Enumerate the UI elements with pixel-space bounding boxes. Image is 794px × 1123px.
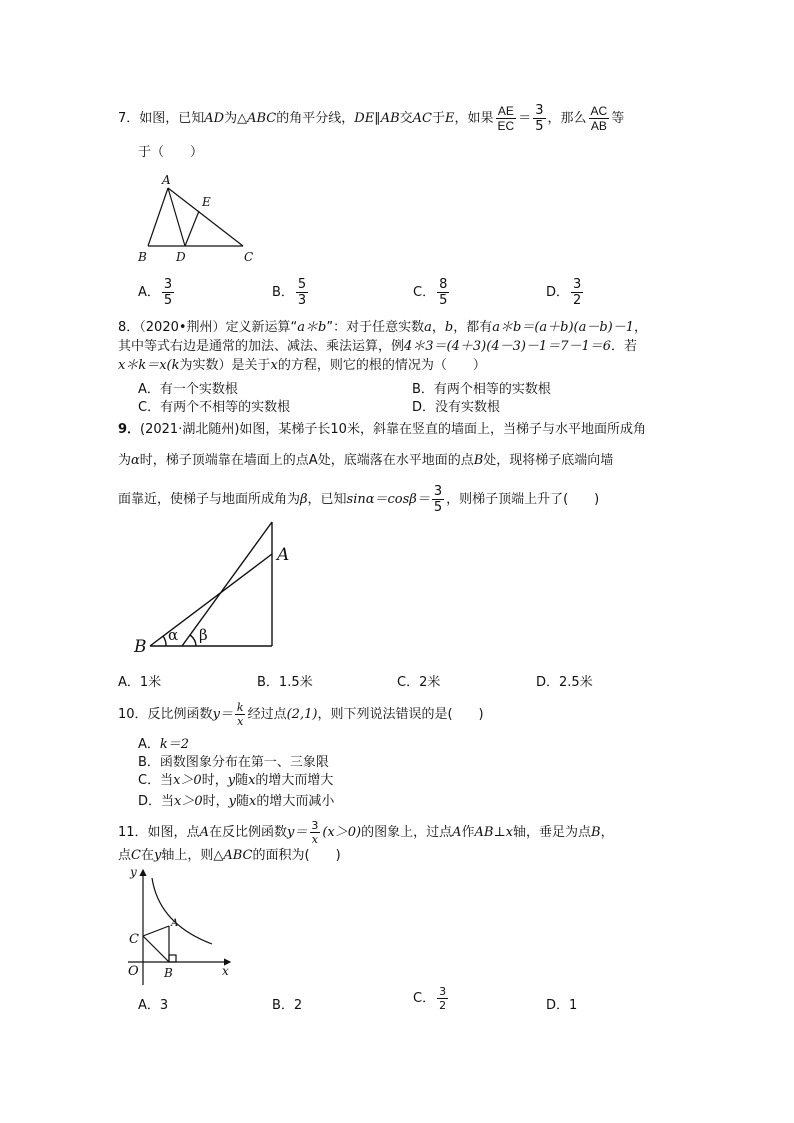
- q9-label-beta: β: [199, 626, 208, 644]
- q9-stem-line1: 9．(2021·湖北随州)如图，某梯子长10米，斜靠在竖直的墙面上，当梯子与水平地面所成角: [118, 422, 646, 437]
- q7-label-a: A: [162, 173, 171, 187]
- q9-angle-arc-alpha: [163, 636, 166, 646]
- q11-label-x: x: [222, 964, 229, 978]
- q10-option-c[interactable]: C．当x＞0时，y随x的增大而增大: [138, 773, 334, 788]
- fraction-3-x: $\frac{3}{x}$: [311, 819, 319, 846]
- q8-stem-line1: 8．（2020•荆州）定义新运算“a＊b”：对于任意实数a，b，都有a＊b＝(a＋b)(a－b)－1，: [118, 320, 648, 335]
- q10-option-d[interactable]: D．当x＞0时，y随x的增大而减小: [138, 794, 335, 809]
- fraction-k-x: $\frac{k}{x}$: [236, 701, 244, 728]
- q11-option-d[interactable]: D．1: [546, 998, 578, 1013]
- q8-option-b[interactable]: B．有两个相等的实数根: [412, 382, 551, 397]
- fraction-3-5: $\frac{3}{5}$: [535, 103, 544, 134]
- q7-option-c[interactable]: C． $\frac{8}{5}$: [413, 277, 448, 308]
- q11-label-y: y: [130, 865, 137, 879]
- q9-label-b: B: [134, 637, 147, 657]
- q11-label-b: B: [164, 966, 173, 980]
- q7-line-ac: [168, 188, 243, 246]
- q8-stem-line2: 其中等式右边是通常的加法、减法、乘法运算，例4＊3＝(4＋3)(4－3)－1＝7－1＝6．若: [118, 339, 638, 354]
- q8-option-d[interactable]: D．没有实数根: [412, 400, 501, 415]
- q7-label-b: B: [138, 250, 147, 264]
- fraction-ac-ab: $\frac{AC}{AB}$: [590, 104, 608, 133]
- q9-angle-arc-beta: [190, 635, 196, 646]
- q8-stem-line3: x＊k＝x(k为实数）是关于x的方程，则它的根的情况为（ ）: [118, 358, 486, 373]
- q9-label-a: A: [277, 545, 290, 565]
- q7-line-ab: [148, 188, 168, 246]
- q9-option-c[interactable]: C．2米: [397, 675, 441, 690]
- q7-option-b[interactable]: B． $\frac{5}{3}$: [272, 277, 307, 308]
- q11-option-a[interactable]: A．3: [138, 998, 169, 1013]
- q7-label-d: D: [176, 250, 186, 264]
- q10-option-b[interactable]: B．函数图象分布在第一、三象限: [138, 755, 329, 770]
- q11-stem-line2: 点C在y轴上，则△ABC的面积为( ): [118, 848, 341, 863]
- q11-stem-line1: 11．如图，点A在反比例函数y＝ $\frac{3}{x}$ (x＞0)的图象上，过点A作AB⊥x轴，垂足为点B，: [118, 819, 614, 846]
- q11-label-a: A: [171, 918, 179, 929]
- q11-segment-cb: [143, 936, 169, 962]
- q11-right-angle-mark: [169, 955, 176, 962]
- q9-stem-line2: 为α时，梯子顶端靠在墙面上的点A处，底端落在水平地面的点B处，现将梯子底端向墙: [118, 453, 614, 468]
- q7-line-ad: [168, 188, 185, 246]
- q9-option-b[interactable]: B．1.5米: [257, 675, 313, 690]
- q7-stem-line2: 于（ ）: [138, 145, 204, 160]
- q11-option-b[interactable]: B．2: [272, 998, 303, 1013]
- q9-label-alpha: α: [168, 626, 179, 644]
- q9-option-a[interactable]: A．1米: [118, 675, 162, 690]
- q11-label-c: C: [129, 932, 139, 947]
- q9-stem-line3: 面靠近，使梯子与地面所成角为β，已知sinα＝cosβ＝ $\frac{3}{5}$ ，则梯子顶端上升了( ): [118, 484, 600, 515]
- q10-stem: 10．反比例函数y＝ $\frac{k}{x}$ 经过点(2,1)，则下列说法错误的是( ): [118, 701, 484, 728]
- q10-option-a[interactable]: A．k＝2: [138, 737, 190, 752]
- q11-segment-ca: [143, 926, 169, 936]
- q7-option-a[interactable]: A． $\frac{3}{5}$: [138, 277, 173, 308]
- fraction-ae-ec: $\frac{AE}{EC}$: [497, 104, 515, 133]
- q9-ladder-alpha: [150, 554, 272, 646]
- q9-ladder-beta: [182, 522, 272, 646]
- q11-hyperbola-curve: [152, 878, 212, 944]
- q8-option-c[interactable]: C．有两个不相等的实数根: [138, 400, 291, 415]
- q7-stem-line1: 7．如图，已知AD为△ABC的角平分线，DE∥AB交AC于E，如果 $\frac{AE}{EC}$ ＝ $\frac{3}{5}$ ，那么 $\frac{AC}{AB}$ 等: [118, 103, 625, 134]
- q7-option-d[interactable]: D． $\frac{3}{2}$: [546, 277, 582, 308]
- fraction-3-5: $\frac{3}{5}$: [433, 484, 443, 515]
- q7-label-c: C: [244, 250, 254, 264]
- q11-option-c[interactable]: C． $\frac{3}{2}$: [413, 985, 447, 1012]
- q9-option-d[interactable]: D．2.5米: [536, 675, 593, 690]
- q7-label-e: E: [202, 195, 211, 209]
- q7-line-de: [185, 211, 199, 246]
- q8-option-a[interactable]: A．有一个实数根: [138, 382, 238, 397]
- q11-label-o: O: [128, 964, 139, 979]
